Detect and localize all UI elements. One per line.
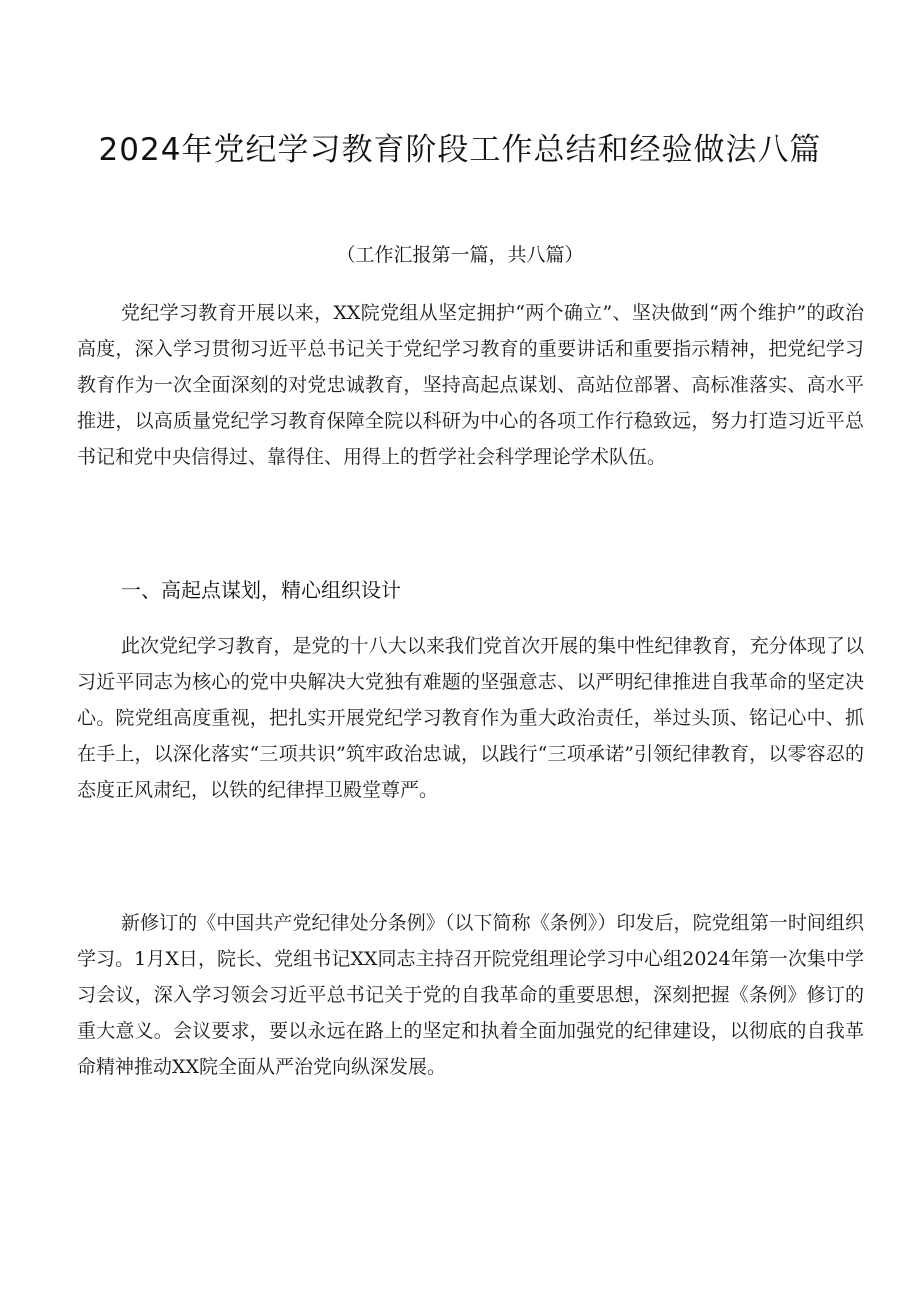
intro-paragraph: 党纪学习教育开展以来，XX院党组从坚定拥护“两个确立”、坚决做到“两个维护”的政治高度，深入学习贯彻习近平总书记关于党纪学习教育的重要讲话和重要指示精神，把党纪学习教育作为一次全面深刻的对党忠诚教育，坚持高起点谋划、高站位部署、高标准落实、高水平推进，以高质量党纪学习教育保障全院以科研为中心的各项工作行稳致远，努力打造习近平总书记和党中央信得过、靠得住、用得上的哲学社会科学理论学术队伍。 [77, 302, 864, 468]
document-subtitle: （工作汇报第一篇，共八篇） [336, 244, 584, 266]
section-paragraph: 新修订的《中国共产党纪律处分条例》（以下简称《条例》）印发后，院党组第一时间组织学习。1月X日，院长、党组书记XX同志主持召开院党组理论学习中心组2024年第一次集中学习会议，深入学习领会习近平总书记关于党的自我革命的重要思想，深刻把握《条例》修订的重大意义。会议要求，要以永远在路上的坚定和执着全面加强党的纪律建设，以彻底的自我革命精神推动XX院全面从严治党向纵深发展。 [77, 912, 864, 1078]
section-heading: 一、高起点谋划，精心组织设计 [121, 578, 401, 602]
document-title: 2024年党纪学习教育阶段工作总结和经验做法八篇 [98, 132, 822, 168]
section-paragraph: 此次党纪学习教育，是党的十八大以来我们党首次开展的集中性纪律教育，充分体现了以习近平同志为核心的党中央解决大党独有难题的坚强意志、以严明纪律推进自我革命的坚定决心。院党组高度重视，把扎实开展党纪学习教育作为重大政治责任，举过头顶、铭记心中、抓在手上，以深化落实“三项共识”筑牢政治忠诚，以践行“三项承诺”引领纪律教育，以零容忍的态度正风肃纪，以铁的纪律捍卫殿堂尊严。 [77, 635, 864, 801]
